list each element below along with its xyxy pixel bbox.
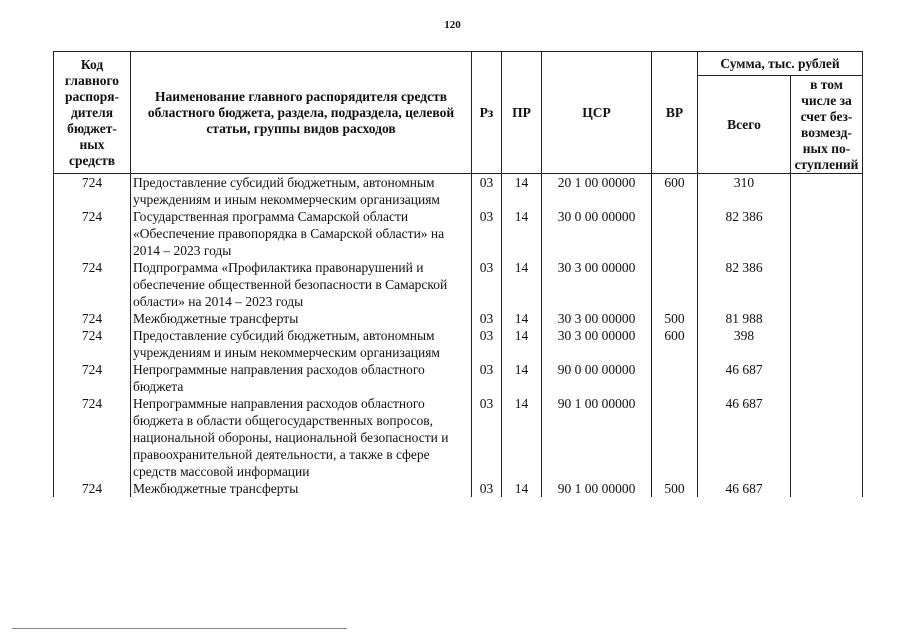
cell-pr: 14 (502, 395, 542, 480)
cell-name: Непрограммные направления расходов областного бюджета (131, 361, 472, 395)
cell-pr: 14 (502, 327, 542, 361)
cell-rz: 03 (472, 480, 502, 497)
cell-csr: 30 0 00 00000 (542, 208, 652, 259)
header-total: Всего (698, 76, 791, 174)
cell-name: Предоставление субсидий бюджетным, автономным учреждениям и иным некоммерческим организациям (131, 174, 472, 209)
cell-rz: 03 (472, 310, 502, 327)
cell-rz: 03 (472, 361, 502, 395)
header-vr: ВР (652, 52, 698, 174)
cell-vr: 500 (652, 480, 698, 497)
table-row (54, 361, 863, 395)
cell-name: Предоставление субсидий бюджетным, автономным учреждениям и иным некоммерческим организациям (131, 327, 472, 361)
cell-gratis (791, 310, 863, 327)
table-row (54, 174, 863, 209)
cell-total: 398 (698, 327, 791, 361)
header-pr: ПР (502, 52, 542, 174)
cell-gratis (791, 174, 863, 209)
table-row (54, 259, 863, 310)
cell-total: 82 386 (698, 208, 791, 259)
table-row (54, 327, 863, 361)
cell-pr: 14 (502, 480, 542, 497)
cell-total: 46 687 (698, 395, 791, 480)
cell-pr: 14 (502, 310, 542, 327)
cell-code: 724 (54, 310, 131, 327)
page-number: 120 (444, 19, 461, 31)
cell-vr (652, 259, 698, 310)
table-row (54, 480, 863, 497)
table-row (54, 395, 863, 480)
scan-artifact-line (12, 628, 347, 629)
cell-vr (652, 208, 698, 259)
header-gratis: в том числе за счет без-возмезд-ных по-ступлений (791, 76, 863, 174)
cell-vr (652, 395, 698, 480)
cell-code: 724 (54, 259, 131, 310)
cell-pr: 14 (502, 361, 542, 395)
cell-gratis (791, 208, 863, 259)
cell-name: Государственная программа Самарской области «Обеспечение правопорядка в Самарской области» на 2014 – 2023 годы (131, 208, 472, 259)
cell-gratis (791, 327, 863, 361)
header-rz: Рз (472, 52, 502, 174)
cell-name: Подпрограмма «Профилактика правонарушений и обеспечение общественной безопасности в Самарской области» на 2014 – 2023 годы (131, 259, 472, 310)
cell-code: 724 (54, 361, 131, 395)
budget-table (53, 51, 863, 497)
cell-vr (652, 361, 698, 395)
cell-vr: 500 (652, 310, 698, 327)
cell-rz: 03 (472, 174, 502, 209)
cell-code: 724 (54, 480, 131, 497)
cell-name: Межбюджетные трансферты (131, 310, 472, 327)
cell-total: 81 988 (698, 310, 791, 327)
cell-pr: 14 (502, 259, 542, 310)
cell-total: 46 687 (698, 361, 791, 395)
table-row (54, 310, 863, 327)
cell-pr: 14 (502, 208, 542, 259)
cell-csr: 30 3 00 00000 (542, 327, 652, 361)
table-row (54, 208, 863, 259)
cell-csr: 20 1 00 00000 (542, 174, 652, 209)
cell-code: 724 (54, 174, 131, 209)
header-name: Наименование главного распорядителя средств областного бюджета, раздела, подраздела, целевой статьи, группы видов расходов (131, 52, 472, 174)
cell-gratis (791, 259, 863, 310)
header-sum-group: Сумма, тыс. рублей (698, 52, 863, 76)
cell-code: 724 (54, 208, 131, 259)
header-code: Код главного распоря-дителя бюджет-ных средств (54, 52, 131, 174)
header-csr: ЦСР (542, 52, 652, 174)
cell-csr: 90 0 00 00000 (542, 361, 652, 395)
cell-total: 82 386 (698, 259, 791, 310)
cell-rz: 03 (472, 327, 502, 361)
cell-gratis (791, 395, 863, 480)
cell-csr: 90 1 00 00000 (542, 480, 652, 497)
cell-code: 724 (54, 395, 131, 480)
cell-rz: 03 (472, 259, 502, 310)
cell-name: Межбюджетные трансферты (131, 480, 472, 497)
table-body (54, 174, 863, 498)
table-header (54, 52, 863, 174)
cell-vr: 600 (652, 327, 698, 361)
cell-csr: 30 3 00 00000 (542, 259, 652, 310)
cell-csr: 30 3 00 00000 (542, 310, 652, 327)
cell-total: 310 (698, 174, 791, 209)
cell-total: 46 687 (698, 480, 791, 497)
cell-gratis (791, 361, 863, 395)
cell-code: 724 (54, 327, 131, 361)
cell-rz: 03 (472, 208, 502, 259)
cell-rz: 03 (472, 395, 502, 480)
cell-gratis (791, 480, 863, 497)
cell-csr: 90 1 00 00000 (542, 395, 652, 480)
cell-vr: 600 (652, 174, 698, 209)
cell-name: Непрограммные направления расходов областного бюджета в области общегосударственных вопросов, национальной обороны, национальной безопасности и правоохранительной деятельности, а также в сфере средств массовой информации (131, 395, 472, 480)
cell-pr: 14 (502, 174, 542, 209)
